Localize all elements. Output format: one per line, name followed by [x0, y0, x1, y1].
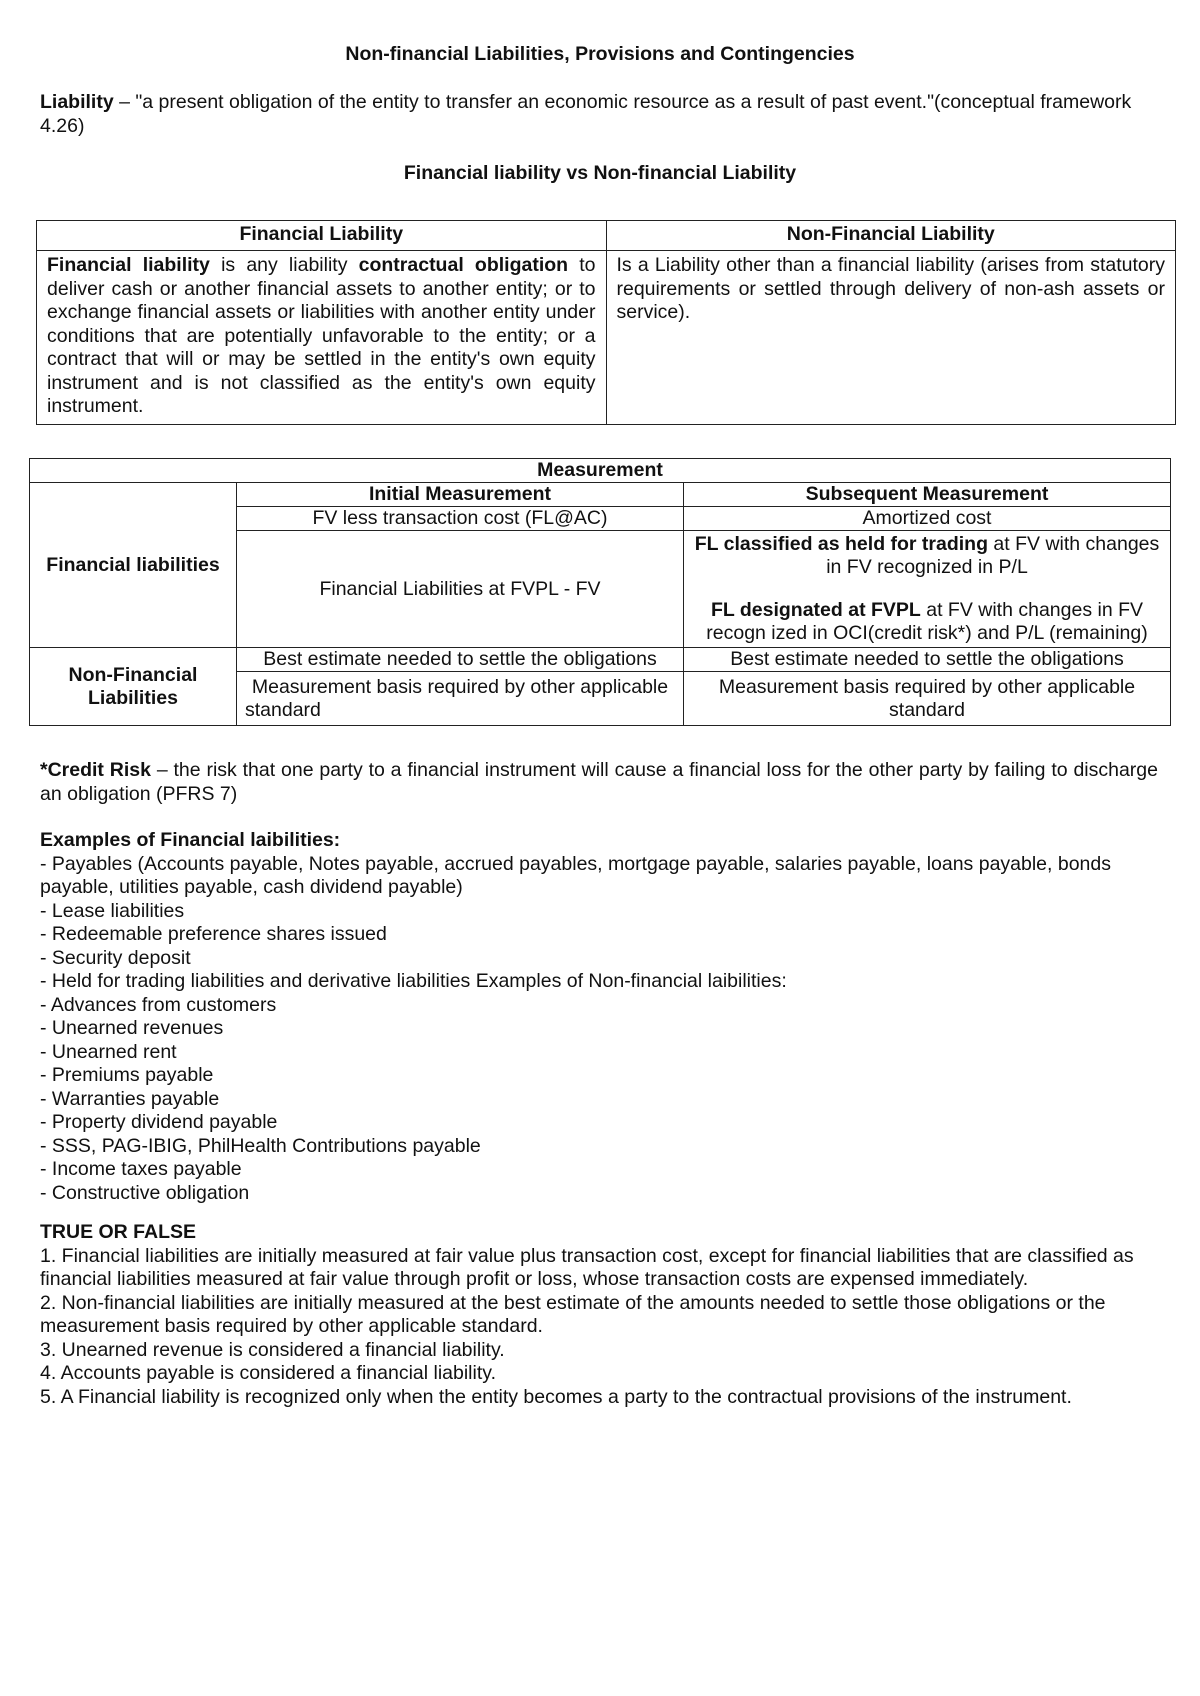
list-item: - Advances from customers: [40, 993, 277, 1016]
list-item: - Income taxes payable: [40, 1158, 242, 1180]
list-item: - Constructive obligation: [40, 1181, 250, 1204]
list-item: - Warranties payable: [40, 1087, 220, 1110]
question-item: 4. Accounts payable is considered a financial liability.: [40, 1362, 496, 1384]
fl-subsequent-ac: Amortized cost: [684, 507, 1171, 531]
list-item: - Unearned revenues: [40, 1017, 224, 1039]
fl-held-for-trading: [692, 533, 1162, 579]
fl-initial-fvpl: Financial Liabilities at FVPL - FV: [237, 531, 684, 648]
fl-row-label: Financial liabilities: [30, 483, 237, 648]
measurement-table: [29, 458, 1171, 726]
list-item: - Payables (Accounts payable, Notes payable, accrued payables, mortgage payable, salaries payable, loans payable, bonds payable, utilities payable, cash dividend payable): [40, 852, 1111, 898]
credit-risk-text: – the risk that one party to a financial instrument will cause a financial loss for the other party by failing to discharge an obligation (PFRS 7): [40, 759, 1158, 805]
credit-risk-definition: [40, 759, 1158, 806]
page-title: Non-financial Liabilities, Provisions and Contingencies: [345, 43, 855, 65]
fl-text-2: to deliver cash or another financial assets to another entity; or to exchange financial assets or liabilities with another entity under conditions that are potentially unfavorable to the entity; or a contract that will or may be settled in the entity's own equity instrument and is not classified as the entity's own equity instrument.: [47, 254, 596, 417]
fl-subsequent-fvpl: [684, 531, 1171, 648]
question-item: 3. Unearned revenue is considered a financial liability.: [40, 1338, 505, 1361]
nfl-subsequent-best: Best estimate needed to settle the obligations: [684, 648, 1171, 672]
fl-designated-fvpl: [692, 599, 1162, 645]
liability-definition: [40, 91, 1158, 138]
liability-text: – "a present obligation of the entity to transfer an economic resource as a result of past event."(conceptual framework 4.26): [40, 91, 1132, 137]
fl-hft-text: at FV with changes in FV recognized in P/L: [826, 533, 1160, 578]
nfl-initial-basis: Measurement basis required by other applicable standard: [237, 672, 684, 726]
fl-term: Financial liability: [47, 254, 210, 276]
question-item: 2. Non-financial liabilities are initially measured at the best estimate of the amounts needed to settle those obligations or the measurement basis required by other applicable standard.: [40, 1291, 1106, 1337]
question-item: 5. A Financial liability is recognized only when the entity becomes a party to the contractual provisions of the instrument.: [40, 1385, 1072, 1408]
nfl-subsequent-basis: Measurement basis required by other applicable standard: [684, 672, 1171, 726]
list-item: - Security deposit: [40, 946, 191, 969]
list-item: - SSS, PAG-IBIG, PhilHealth Contributions payable: [40, 1134, 481, 1157]
examples-section: [40, 829, 1158, 1205]
examples-heading: Examples of Financial laibilities:: [40, 829, 341, 851]
measurement-title: Measurement: [30, 459, 1171, 483]
list-item: - Held for trading liabilities and derivative liabilities Examples of Non-financial laibilities:: [40, 970, 787, 992]
true-false-section: [40, 1221, 1158, 1409]
liability-term: Liability: [40, 91, 114, 113]
fl-text-1: is any liability: [209, 254, 359, 276]
fl-initial-ac: FV less transaction cost (FL@AC): [237, 507, 684, 531]
fl-contractual: contractual obligation: [358, 254, 569, 276]
nfl-initial-best: Best estimate needed to settle the obligations: [237, 648, 684, 672]
credit-risk-term: *Credit Risk: [40, 759, 151, 781]
fl-dfvpl-text: at FV with changes in FV recogn ized in OCI(credit risk*) and P/L (remaining): [706, 599, 1148, 644]
col-subsequent-header: Subsequent Measurement: [684, 483, 1171, 507]
nfl-row-label: Non-Financial Liabilities: [30, 648, 237, 726]
compare-cell-nfl: Is a Liability other than a financial liability (arises from statutory requirements or settled through delivery of non-ash assets or service).: [606, 251, 1176, 425]
list-item: - Premiums payable: [40, 1064, 214, 1086]
list-item: - Unearned rent: [40, 1040, 177, 1063]
col-initial-header: Initial Measurement: [237, 483, 684, 507]
compare-header-fl: Financial Liability: [37, 221, 607, 251]
compare-table: [36, 220, 1176, 425]
fl-dfvpl-term: FL designated at FVPL: [710, 599, 921, 621]
fl-hft-term: FL classified as held for trading: [694, 533, 989, 555]
compare-cell-fl: [37, 251, 607, 425]
list-item: - Property dividend payable: [40, 1111, 278, 1133]
true-false-heading: TRUE OR FALSE: [40, 1221, 197, 1243]
list-item: - Redeemable preference shares issued: [40, 923, 387, 945]
compare-heading: Financial liability vs Non-financial Liability: [403, 162, 797, 184]
compare-header-nfl: Non-Financial Liability: [606, 221, 1176, 251]
question-item: 1. Financial liabilities are initially measured at fair value plus transaction cost, except for financial liabilities that are classified as financial liabilities measured at fair value through profit or loss, whose transaction costs are expensed immediately.: [40, 1244, 1134, 1290]
list-item: - Lease liabilities: [40, 899, 185, 922]
